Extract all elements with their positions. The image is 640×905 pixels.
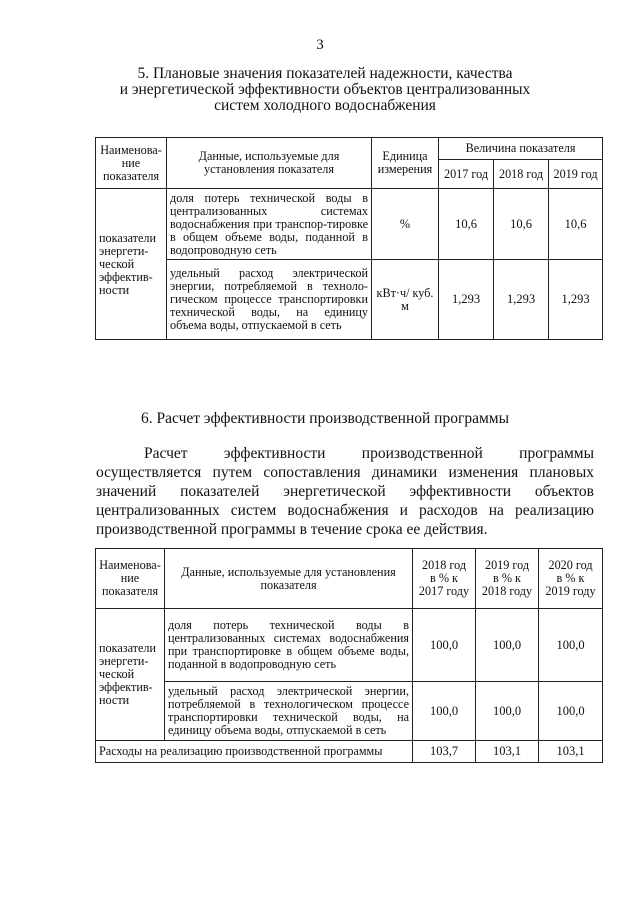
- header-2020-line-3: 2019 году: [545, 584, 596, 598]
- row-energy-use-2019: 100,0: [476, 682, 539, 741]
- total-expenses-2020: 103,1: [539, 741, 603, 763]
- row-energy-use-unit: кВт·ч/ куб. м: [372, 260, 439, 340]
- section-5-title-line-2: и энергетической эффективности объектов централизованных: [119, 81, 531, 98]
- row-water-loss-2018: 100,0: [413, 609, 476, 682]
- header-2019-vs-2018: [476, 549, 539, 609]
- header-indicator-value: Величина показателя: [439, 138, 603, 160]
- section-6-paragraph: [96, 444, 594, 539]
- header-2020-line-2: в % к: [556, 571, 585, 585]
- row-energy-use-2020: 100,0: [539, 682, 603, 741]
- row-energy-use-description: удельный расход электрической энергии, потребляемой в технологическом процессе транспортировки технической воды, на единицу объема воды, отпускаемой в сеть: [165, 682, 413, 741]
- row-water-loss-2020: 100,0: [539, 609, 603, 682]
- total-expenses-2018: 103,7: [413, 741, 476, 763]
- reliability-indicators-table: [95, 137, 603, 340]
- header-2019-line-1: 2019 год: [484, 558, 530, 572]
- header-2019-line-3: 2018 году: [481, 584, 533, 598]
- header-year-2017: 2017 год: [439, 160, 494, 189]
- row-water-loss-description: доля потерь технической воды в централизованных системах водоснабжения при транспор-тировке в общем объеме воды, поданной в водопроводную сеть: [167, 189, 372, 260]
- header-2019-line-2: в % к: [493, 571, 521, 585]
- row-energy-use-2019: 1,293: [549, 260, 603, 340]
- row-water-loss-2018: 10,6: [494, 189, 549, 260]
- total-expenses-label: Расходы на реализацию производственной программы: [96, 741, 413, 763]
- header-2018-line-1: 2018 год: [421, 558, 467, 572]
- header-year-2019: 2019 год: [549, 160, 603, 189]
- header-2018-vs-2017: [413, 549, 476, 609]
- header-2018-line-2: в % к: [430, 571, 458, 585]
- section-5-title-line-1: 5. Плановые значения показателей надежности, качества: [137, 65, 513, 82]
- group-label-energy-efficiency: показатели энергети-ческой эффектив-ности: [96, 609, 165, 741]
- header-data-used: Данные, используемые для установления показателя: [165, 549, 413, 609]
- total-expenses-2019: 103,1: [476, 741, 539, 763]
- header-data-used: Данные, используемые для установления показателя: [167, 138, 372, 189]
- header-2020-line-1: 2020 год: [548, 558, 593, 572]
- row-water-loss-2017: 10,6: [439, 189, 494, 260]
- header-year-2018: 2018 год: [494, 160, 549, 189]
- row-water-loss-unit: %: [372, 189, 439, 260]
- header-2018-line-3: 2017 году: [418, 584, 470, 598]
- section-6-title: 6. Расчет эффективности производственной программы: [141, 410, 509, 427]
- header-indicator-name: Наименова-ние показателя: [96, 138, 167, 189]
- efficiency-calculation-table: [95, 548, 603, 763]
- section-5-title: [60, 66, 590, 114]
- section-6-paragraph-text: Расчет эффективности производственной программы осуществляется путем сопоставления динамики изменения плановых значений показателей энергетической эффективности объектов централизованных систем водоснабжения и расходов на реализацию производственной программы в течение срока ее действия.: [96, 445, 594, 538]
- header-indicator-name: Наименова-ние показателя: [96, 549, 165, 609]
- row-water-loss-2019: 100,0: [476, 609, 539, 682]
- row-energy-use-2018: 100,0: [413, 682, 476, 741]
- row-energy-use-description: удельный расход электрической энергии, потребляемой в техноло-гическом процессе транспортировки технической воды, на единицу объема воды, отпускаемой в сеть: [167, 260, 372, 340]
- row-water-loss-description: доля потерь технической воды в централизованных системах водоснабжения при транспортировке в общем объеме воды, поданной в водопроводную сеть: [165, 609, 413, 682]
- header-2020-vs-2019: [539, 549, 603, 609]
- page-number: 3: [316, 37, 324, 53]
- row-energy-use-2017: 1,293: [439, 260, 494, 340]
- group-label-energy-efficiency: показатели энергети-ческой эффектив-ности: [96, 189, 167, 340]
- row-water-loss-2019: 10,6: [549, 189, 603, 260]
- section-5-title-line-3: систем холодного водоснабжения: [214, 97, 436, 114]
- row-energy-use-2018: 1,293: [494, 260, 549, 340]
- header-unit: Единица измерения: [372, 138, 439, 189]
